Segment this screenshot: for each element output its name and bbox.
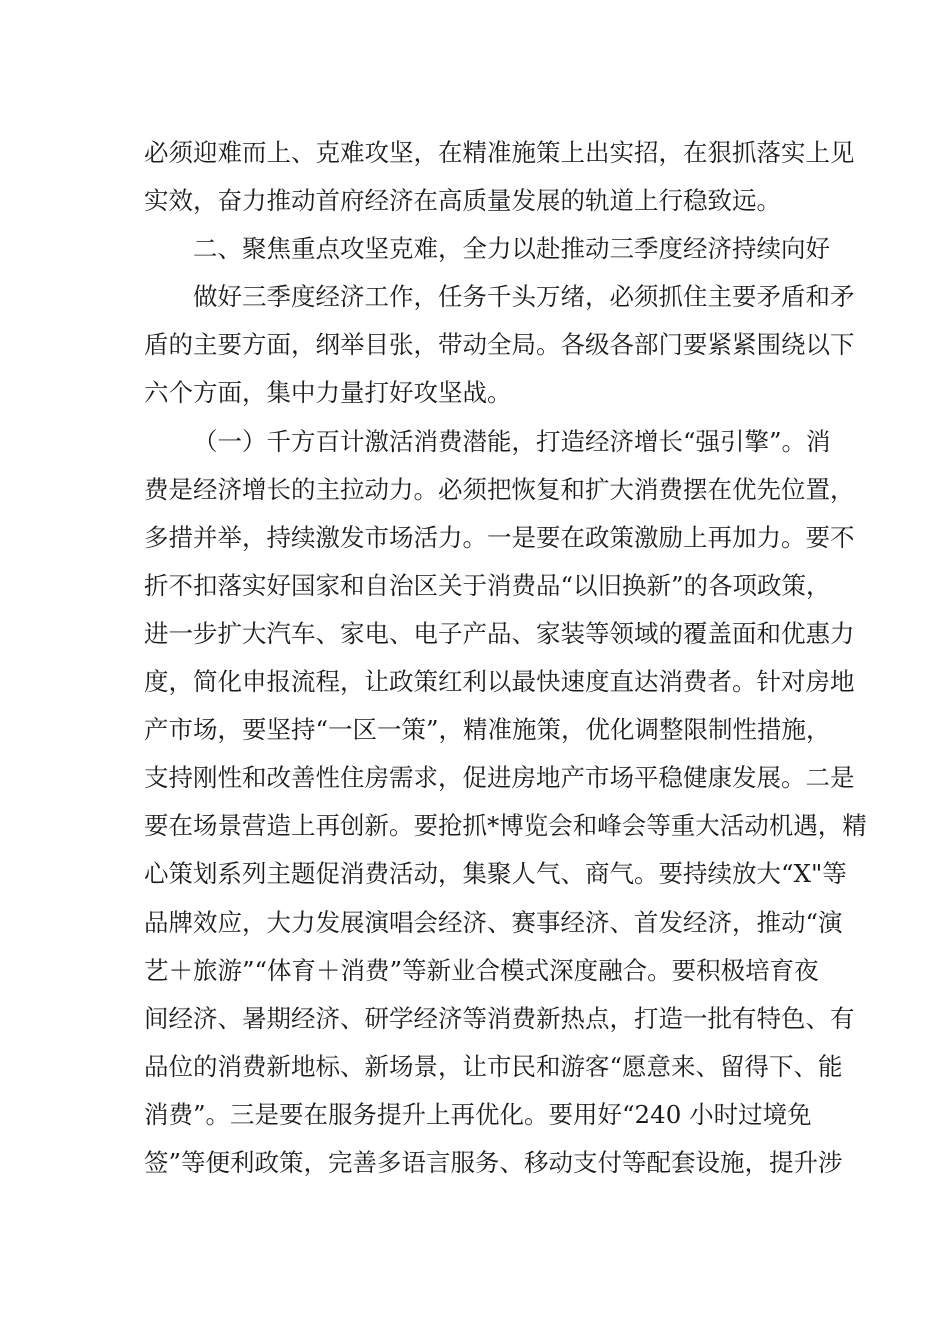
section-heading: 二、聚焦重点攻坚克难，全力以赴推动三季度经济持续向好 [193, 234, 830, 264]
text-line: 盾的主要方面，纲举目张，带动全局。各级各部门要紧紧围绕以下 [144, 330, 855, 360]
text-line: 品位的消费新地标、新场景，让市民和游客“愿意来、留得下、能 [144, 1051, 843, 1081]
text-line: 心策划系列主题促消费活动，集聚人气、商气。要持续放大“X"等 [144, 859, 847, 889]
document-body [144, 134, 867, 1192]
text-line: 做好三季度经济工作，任务千头万绪，必须抓住主要矛盾和矛 [193, 282, 855, 312]
text-line: 度，简化申报流程，让政策红利以最快速度直达消费者。针对房地 [144, 667, 855, 697]
text-line: 支持刚性和改善性住房需求，促进房地产市场平稳健康发展。二是 [144, 763, 855, 793]
text-line: 实效，奋力推动首府经济在高质量发展的轨道上行稳致远。 [144, 186, 781, 216]
text-line: 品牌效应，大力发展演唱会经济、赛事经济、首发经济，推动“演 [144, 907, 843, 937]
text-line: 必须迎难而上、克难攻坚，在精准施策上出实招，在狠抓落实上见 [144, 138, 855, 167]
text-line: 要在场景营造上再创新。要抢抓*博览会和峰会等重大活动机遇，精 [144, 811, 867, 841]
text-line: 折不扣落实好国家和自治区关于消费品“以旧换新”的各项政策， [144, 570, 831, 600]
text-line: 费是经济增长的主拉动力。必须把恢复和扩大消费摆在优先位置， [144, 474, 855, 504]
text-line: 产市场，要坚持“一区一策”，精准施策，优化调整限制性措施， [144, 715, 831, 745]
text-line: 艺＋旅游”“体育＋消费”等新业合模式深度融合。要积极培育夜 [144, 955, 819, 985]
text-line: 多措并举，持续激发市场活力。一是要在政策激励上再加力。要不 [144, 522, 855, 552]
text-line: 六个方面，集中力量打好攻坚战。 [144, 378, 512, 408]
text-line: 消费”。三是要在服务提升上再优化。要用好“240 小时过境免 [144, 1099, 812, 1129]
text-line: 间经济、暑期经济、研学经济等消费新热点，打造一批有特色、有 [144, 1003, 855, 1033]
text-line: 签”等便利政策，完善多语言服务、移动支付等配套设施，提升涉 [144, 1147, 843, 1177]
text-line: 进一步扩大汽车、家电、电子产品、家装等领域的覆盖面和优惠力 [144, 618, 855, 648]
subsection-heading-line: （一）千方百计激活消费潜能，打造经济增长“强引擎”。消 [193, 426, 831, 456]
